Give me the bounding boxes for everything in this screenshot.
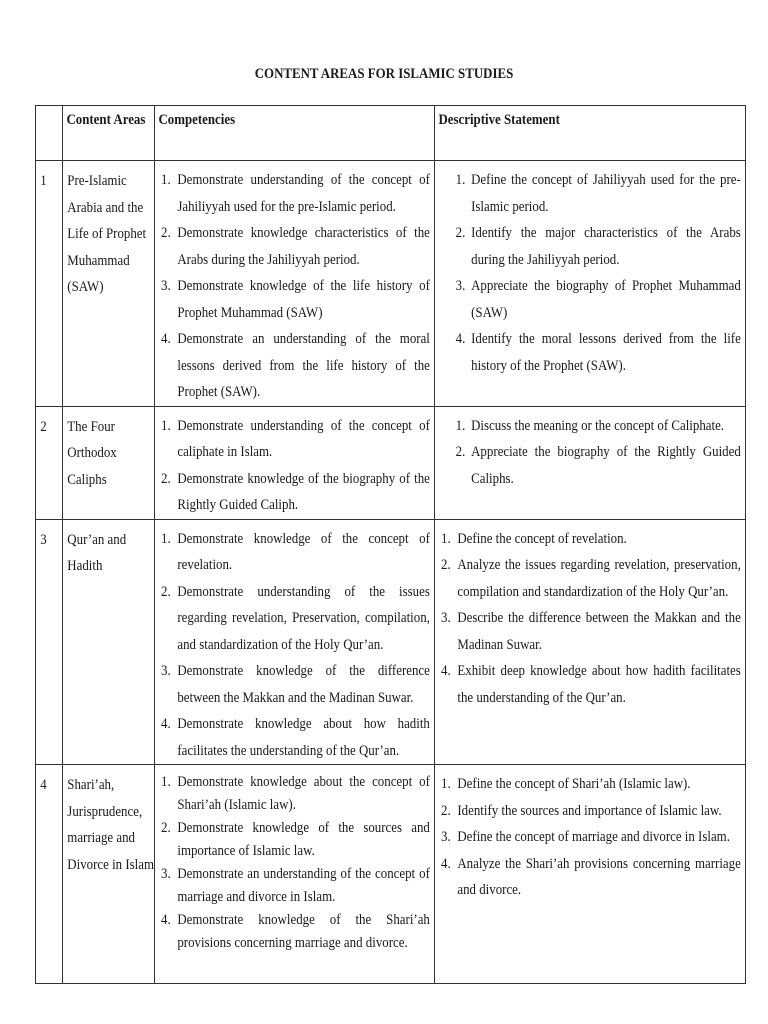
row-number: 2 <box>40 418 47 435</box>
list-item: 1. Demonstrate understanding of the concept of caliphate in Islam. <box>161 417 430 460</box>
list-item: 1. Discuss the meaning or the concept of Caliphate. <box>455 417 725 434</box>
list-item: 4. Demonstrate knowledge about how hadith facilitates the understanding of the Qur’an. <box>161 716 430 759</box>
row-number: 4 <box>40 777 47 793</box>
list-item: 2. Identify the major characteristics of the Arabs during the Jahiliyyah period. <box>455 225 741 268</box>
row-number-cell <box>36 406 63 519</box>
competencies-list <box>155 161 433 406</box>
list-item: 4. Analyze the Shari’ah provisions concerning marriage and divorce. <box>441 855 741 898</box>
row-number-cell <box>36 519 63 765</box>
list-item: 4. Demonstrate an understanding of the moral lessons derived from the life history of the Prophet (SAW). <box>161 331 430 400</box>
competencies-cell <box>155 161 435 407</box>
table-row <box>36 406 746 519</box>
list-item: 4. Demonstrate knowledge of the Shari’ah provisions concerning marriage and divorce. <box>161 912 430 951</box>
competencies-cell <box>155 765 435 984</box>
table-row <box>36 161 746 407</box>
list-item: 1. Demonstrate understanding of the concept of Jahiliyyah used for the pre-Islamic period. <box>161 172 430 215</box>
list-item: 2. Identify the sources and importance of Islamic law. <box>441 802 722 819</box>
list-item: 3. Define the concept of marriage and divorce in Islam. <box>441 829 730 845</box>
statements-cell <box>435 406 746 519</box>
content-area-cell <box>63 406 155 519</box>
list-item: 3. Demonstrate an understanding of the concept of marriage and divorce in Islam. <box>161 866 430 905</box>
list-item: 1. Define the concept of Jahiliyyah used for the pre-Islamic period. <box>455 172 741 215</box>
list-item: 1. Define the concept of Shari’ah (Islamic law). <box>441 776 691 792</box>
list-item: 2. Analyze the issues regarding revelation, preservation, compilation and standardization of the Holy Qur’an. <box>441 557 741 600</box>
list-item: 1. Demonstrate knowledge of the concept of revelation. <box>161 530 430 573</box>
header-descriptive-statement: Descriptive Statement <box>435 106 746 161</box>
table-header-row <box>36 106 746 161</box>
row-number-cell <box>36 161 63 407</box>
list-item: 3. Demonstrate knowledge of the life history of Prophet Muhammad (SAW) <box>161 278 430 321</box>
list-item: 3. Appreciate the biography of Prophet Muhammad (SAW) <box>455 278 741 321</box>
row-number-cell <box>36 765 63 984</box>
list-item: 2. Demonstrate knowledge of the biography of the Rightly Guided Caliph. <box>161 470 430 513</box>
list-item: 3. Describe the difference between the Makkan and the Madinan Suwar. <box>441 610 741 653</box>
list-item: 4. Identify the moral lessons derived from the life history of the Prophet (SAW). <box>455 331 741 374</box>
statements-cell <box>435 765 746 984</box>
competencies-list <box>155 407 433 519</box>
statements-list <box>435 407 744 493</box>
statements-list <box>435 161 744 379</box>
list-item: 2. Demonstrate knowledge characteristics of the Arabs during the Jahiliyyah period. <box>161 225 430 268</box>
table-row <box>36 519 746 765</box>
statements-list <box>435 765 744 904</box>
content-areas-table <box>35 105 746 984</box>
page-title: CONTENT AREAS FOR ISLAMIC STUDIES <box>254 66 514 82</box>
list-item: 2. Demonstrate understanding of the issues regarding revelation, Preservation, compilation, and standardization of the Holy Qur’an. <box>161 583 430 653</box>
list-item: 1. Demonstrate knowledge about the concept of Shari’ah (Islamic law). <box>161 774 430 813</box>
content-area-cell <box>63 161 155 407</box>
content-area: Shari’ah, Jurisprudence, marriage and Divorce in Islam <box>67 777 154 873</box>
table-row <box>36 765 746 984</box>
competencies-list <box>155 765 433 955</box>
statements-cell <box>435 519 746 765</box>
header-content-areas: Content Areas <box>63 106 155 161</box>
header-number <box>36 106 63 161</box>
competencies-cell <box>155 406 435 519</box>
content-area: Qur’an and Hadith <box>67 531 127 574</box>
content-area-cell <box>63 765 155 984</box>
statements-cell <box>435 161 746 407</box>
competencies-cell <box>155 519 435 765</box>
header-competencies: Competencies <box>155 106 435 161</box>
row-number: 3 <box>40 531 47 548</box>
list-item: 1. Define the concept of revelation. <box>441 530 627 547</box>
row-number: 1 <box>40 173 47 189</box>
statements-list <box>435 520 744 712</box>
content-area: The Four Orthodox Caliphs <box>67 418 117 488</box>
content-area-cell <box>63 519 155 765</box>
competencies-list <box>155 520 433 765</box>
list-item: 3. Demonstrate knowledge of the difference between the Makkan and the Madinan Suwar. <box>161 663 430 706</box>
list-item: 2. Demonstrate knowledge of the sources and importance of Islamic law. <box>161 820 430 859</box>
content-area: Pre-Islamic Arabia and the Life of Prophet Muhammad (SAW) <box>67 173 147 295</box>
list-item: 4. Exhibit deep knowledge about how hadith facilitates the understanding of the Qur’an. <box>441 663 741 706</box>
list-item: 2. Appreciate the biography of the Rightly Guided Caliphs. <box>455 444 741 487</box>
